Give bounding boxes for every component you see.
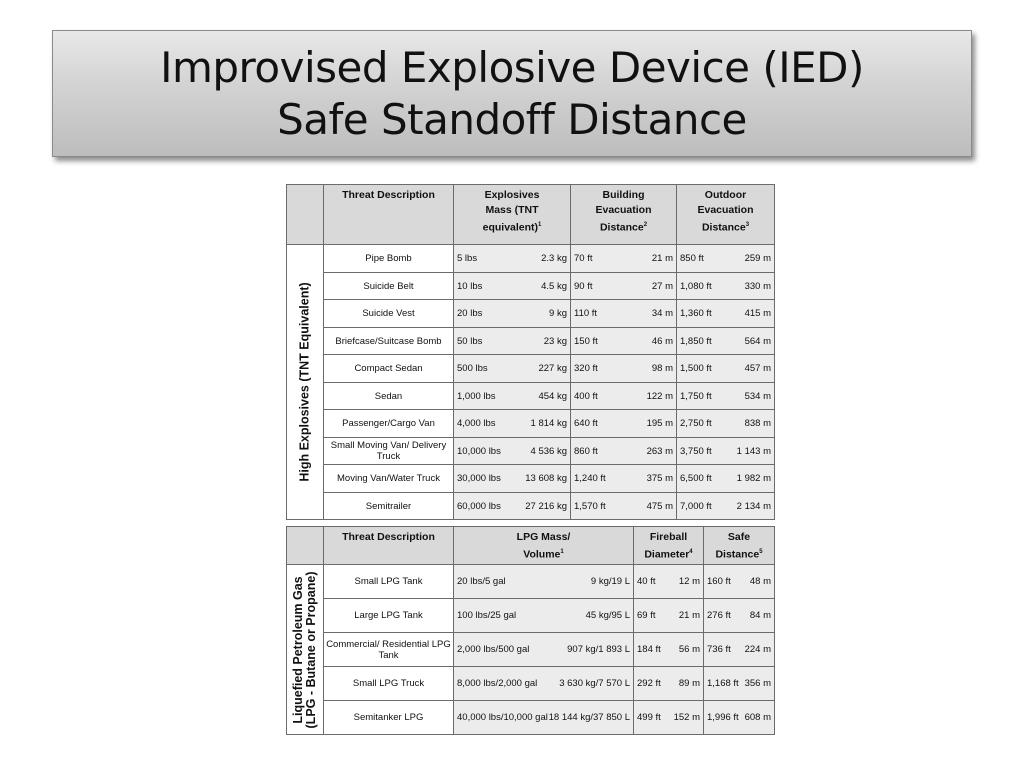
header-line: Outdoor xyxy=(704,189,747,201)
value-metric: 330 m xyxy=(744,280,771,292)
value-cell xyxy=(454,667,634,701)
value-imperial: 1,080 ft xyxy=(680,280,712,292)
value-imperial: 1,500 ft xyxy=(680,363,712,374)
value-pair xyxy=(454,644,633,655)
value-cell xyxy=(454,355,571,383)
value-imperial: 1,240 ft xyxy=(574,473,606,484)
header-line: Distance xyxy=(715,548,760,561)
value-cell xyxy=(677,383,775,410)
value-pair xyxy=(634,678,703,689)
value-pair xyxy=(677,418,774,429)
value-pair xyxy=(454,418,570,429)
value-metric: 2.3 kg xyxy=(541,253,567,264)
value-imperial: 70 ft xyxy=(574,253,593,264)
value-imperial: 2,000 lbs/500 gal xyxy=(457,644,530,655)
value-metric: 356 m xyxy=(744,678,771,689)
column-header-building-evacuation xyxy=(571,185,677,245)
value-imperial: 1,850 ft xyxy=(680,335,712,347)
value-metric: 4 536 kg xyxy=(530,445,567,457)
table-row xyxy=(287,273,775,300)
value-pair xyxy=(454,712,633,723)
value-imperial: 40 ft xyxy=(637,576,656,587)
header-line: Explosives xyxy=(484,189,540,201)
column-header-safe-distance xyxy=(704,527,775,565)
value-pair xyxy=(454,363,570,374)
value-pair xyxy=(454,576,633,587)
value-metric: 9 kg xyxy=(549,308,567,319)
value-cell xyxy=(677,273,775,300)
value-pair xyxy=(704,576,774,587)
value-cell xyxy=(677,438,775,465)
threat-description: Small LPG Truck xyxy=(324,667,454,701)
threat-description: Moving Van/Water Truck xyxy=(324,465,454,493)
threat-description: Suicide Vest xyxy=(324,300,454,328)
value-cell xyxy=(571,273,677,300)
value-imperial: 499 ft xyxy=(637,712,661,723)
value-cell xyxy=(634,633,704,667)
value-metric: 224 m xyxy=(744,644,771,655)
value-imperial: 60,000 lbs xyxy=(457,500,501,512)
threat-description: Commercial/ Residential LPG Tank xyxy=(324,633,454,667)
value-cell xyxy=(454,633,634,667)
threat-description: Compact Sedan xyxy=(324,355,454,383)
value-pair xyxy=(454,610,633,621)
value-metric: 263 m xyxy=(646,445,673,457)
threat-description: Semitanker LPG xyxy=(324,701,454,735)
value-imperial: 150 ft xyxy=(574,335,598,347)
side-label-text: High Explosives (TNT Equivalent) xyxy=(297,282,312,482)
header-line: LPG Mass/ xyxy=(516,531,571,543)
value-pair xyxy=(454,281,570,292)
table-row xyxy=(287,438,775,465)
value-pair xyxy=(677,473,774,484)
value-pair xyxy=(677,501,774,512)
value-metric: 56 m xyxy=(678,644,700,655)
slide-title-box xyxy=(52,30,972,157)
footnote-marker: 5 xyxy=(759,549,763,555)
threat-description: Large LPG Tank xyxy=(324,599,454,633)
value-cell xyxy=(634,701,704,735)
value-metric: 2 134 m xyxy=(736,500,771,512)
column-header-fireball-diameter xyxy=(634,527,704,565)
side-label-line: (LPG - Butane or Propane) xyxy=(304,571,318,728)
value-imperial: 10,000 lbs xyxy=(457,445,501,457)
footnote-marker: 3 xyxy=(745,222,750,228)
value-metric: 1 814 kg xyxy=(530,418,567,429)
value-pair xyxy=(454,501,570,512)
value-cell xyxy=(571,328,677,355)
value-metric: 23 kg xyxy=(543,335,567,347)
table-row xyxy=(287,300,775,328)
table-row xyxy=(287,565,775,599)
value-pair xyxy=(571,253,676,264)
value-metric: 84 m xyxy=(749,610,771,621)
value-imperial: 20 lbs xyxy=(457,308,483,319)
value-pair xyxy=(571,281,676,292)
value-metric: 907 kg/1 893 L xyxy=(567,644,630,655)
value-pair xyxy=(571,418,676,429)
value-pair xyxy=(704,712,774,723)
value-pair xyxy=(454,678,633,689)
value-metric: 564 m xyxy=(744,335,771,347)
value-cell xyxy=(571,245,677,273)
value-imperial: 3,750 ft xyxy=(680,445,712,457)
value-cell xyxy=(704,599,775,633)
value-metric: 195 m xyxy=(646,418,673,429)
value-cell xyxy=(571,493,677,520)
value-cell xyxy=(571,465,677,493)
value-pair xyxy=(571,501,676,512)
table-row xyxy=(287,493,775,520)
value-metric: 457 m xyxy=(744,363,771,374)
value-imperial: 184 ft xyxy=(637,644,661,655)
value-metric: 18 144 kg/37 850 L xyxy=(548,712,630,723)
table-row xyxy=(287,465,775,493)
side-label-line: Liquefied Petroleum Gas xyxy=(291,575,305,724)
column-header-outdoor-evacuation xyxy=(677,185,775,245)
value-cell xyxy=(454,438,571,465)
value-cell xyxy=(454,493,571,520)
value-metric: 415 m xyxy=(744,308,771,319)
header-line: Distance xyxy=(701,221,746,234)
value-pair xyxy=(677,336,774,347)
value-imperial: 10 lbs xyxy=(457,280,483,292)
value-imperial: 400 ft xyxy=(574,390,598,402)
value-imperial: 110 ft xyxy=(574,308,598,319)
value-cell xyxy=(634,667,704,701)
lpg-table xyxy=(286,526,775,735)
high-explosives-table xyxy=(286,184,775,520)
value-cell xyxy=(677,465,775,493)
value-imperial: 640 ft xyxy=(574,418,598,429)
value-metric: 27 216 kg xyxy=(525,500,567,512)
header-line: Safe xyxy=(727,531,751,543)
value-metric: 98 m xyxy=(651,363,673,374)
value-metric: 48 m xyxy=(749,576,771,587)
value-cell xyxy=(454,410,571,438)
table-row xyxy=(287,328,775,355)
table-row xyxy=(287,701,775,735)
value-imperial: 8,000 lbs/2,000 gal xyxy=(457,678,538,689)
value-cell xyxy=(571,355,677,383)
value-metric: 3 630 kg/7 570 L xyxy=(559,678,630,689)
value-pair xyxy=(454,391,570,402)
threat-description: Semitrailer xyxy=(324,493,454,520)
table-corner xyxy=(287,527,324,565)
value-imperial: 90 ft xyxy=(574,280,593,292)
header-line: Mass (TNT xyxy=(485,204,539,216)
value-metric: 1 982 m xyxy=(736,473,771,484)
header-line: Diameter xyxy=(644,548,690,561)
value-pair xyxy=(571,363,676,374)
value-pair xyxy=(704,678,774,689)
slide-title-line-2: Safe Standoff Distance xyxy=(277,94,747,144)
value-imperial: 7,000 ft xyxy=(680,500,712,512)
header-line: Building xyxy=(602,189,645,201)
value-pair xyxy=(571,336,676,347)
value-cell xyxy=(454,701,634,735)
value-imperial: 1,570 ft xyxy=(574,500,606,512)
table-row xyxy=(287,410,775,438)
value-pair xyxy=(454,308,570,319)
value-imperial: 1,000 lbs xyxy=(457,390,496,402)
header-line: Evacuation xyxy=(595,204,652,216)
value-imperial: 160 ft xyxy=(707,576,731,587)
value-cell xyxy=(454,565,634,599)
value-imperial: 276 ft xyxy=(707,610,731,621)
value-pair xyxy=(454,253,570,264)
value-metric: 227 kg xyxy=(538,363,567,374)
table-row xyxy=(287,245,775,273)
value-cell xyxy=(704,565,775,599)
header-line: Fireball xyxy=(649,531,688,543)
value-cell xyxy=(454,599,634,633)
threat-description: Small LPG Tank xyxy=(324,565,454,599)
value-cell xyxy=(571,383,677,410)
table-row xyxy=(287,633,775,667)
header-line: Distance xyxy=(599,221,644,234)
value-pair xyxy=(677,253,774,264)
value-imperial: 1,168 ft xyxy=(707,678,739,689)
value-metric: 4.5 kg xyxy=(541,280,567,292)
value-metric: 45 kg/95 L xyxy=(585,610,630,621)
value-cell xyxy=(454,300,571,328)
value-metric: 454 kg xyxy=(538,390,567,402)
value-metric: 838 m xyxy=(744,418,771,429)
value-cell xyxy=(454,465,571,493)
value-imperial: 1,360 ft xyxy=(680,308,712,319)
value-imperial: 20 lbs/5 gal xyxy=(457,576,506,587)
value-imperial: 1,750 ft xyxy=(680,390,712,402)
value-imperial: 320 ft xyxy=(574,363,598,374)
value-cell xyxy=(677,493,775,520)
value-metric: 259 m xyxy=(744,253,771,264)
value-pair xyxy=(677,281,774,292)
table-row xyxy=(287,599,775,633)
value-pair xyxy=(571,391,676,402)
value-metric: 13 608 kg xyxy=(525,473,567,484)
value-imperial: 30,000 lbs xyxy=(457,473,501,484)
value-cell xyxy=(677,328,775,355)
value-imperial: 292 ft xyxy=(637,678,661,689)
value-pair xyxy=(571,446,676,457)
row-group-label xyxy=(287,565,324,735)
value-pair xyxy=(677,391,774,402)
value-metric: 9 kg/19 L xyxy=(590,576,630,587)
value-imperial: 100 lbs/25 gal xyxy=(457,610,517,621)
value-cell xyxy=(571,438,677,465)
value-pair xyxy=(454,336,570,347)
threat-description: Pipe Bomb xyxy=(324,245,454,273)
value-imperial: 2,750 ft xyxy=(680,418,712,429)
value-imperial: 500 lbs xyxy=(457,363,488,374)
slide-title-line-1: Improvised Explosive Device (IED) xyxy=(160,42,864,92)
value-pair xyxy=(677,363,774,374)
value-pair xyxy=(634,610,703,621)
side-label-text xyxy=(292,571,318,728)
value-cell xyxy=(677,410,775,438)
value-pair xyxy=(677,308,774,319)
value-pair xyxy=(677,446,774,457)
value-metric: 608 m xyxy=(744,712,771,723)
value-cell xyxy=(704,667,775,701)
value-metric: 12 m xyxy=(678,576,700,587)
footnote-marker: 1 xyxy=(560,549,564,555)
value-cell xyxy=(704,633,775,667)
value-metric: 475 m xyxy=(646,500,673,512)
threat-description: Suicide Belt xyxy=(324,273,454,300)
value-cell xyxy=(454,245,571,273)
value-pair xyxy=(454,446,570,457)
value-cell xyxy=(634,599,704,633)
threat-description: Briefcase/Suitcase Bomb xyxy=(324,328,454,355)
value-cell xyxy=(454,328,571,355)
value-metric: 375 m xyxy=(646,473,673,484)
value-cell xyxy=(454,273,571,300)
value-imperial: 4,000 lbs xyxy=(457,418,496,429)
value-metric: 122 m xyxy=(646,390,673,402)
value-imperial: 69 ft xyxy=(637,610,656,621)
value-metric: 89 m xyxy=(678,678,700,689)
header-line: equivalent) xyxy=(482,221,539,234)
value-cell xyxy=(634,565,704,599)
value-imperial: 860 ft xyxy=(574,445,598,457)
value-pair xyxy=(634,712,703,723)
value-cell xyxy=(571,300,677,328)
column-header-threat: Threat Description xyxy=(324,527,454,565)
value-metric: 21 m xyxy=(678,610,700,621)
value-cell xyxy=(677,300,775,328)
table-row xyxy=(287,355,775,383)
value-metric: 27 m xyxy=(651,280,673,292)
value-imperial: 1,996 ft xyxy=(707,712,739,723)
value-imperial: 6,500 ft xyxy=(680,473,712,484)
footnote-marker: 2 xyxy=(643,222,648,228)
header-line: Volume xyxy=(523,548,561,561)
threat-description: Sedan xyxy=(324,383,454,410)
value-metric: 152 m xyxy=(673,712,700,723)
value-pair xyxy=(634,644,703,655)
table-row xyxy=(287,667,775,701)
value-cell xyxy=(677,245,775,273)
value-pair xyxy=(634,576,703,587)
value-cell xyxy=(571,410,677,438)
column-header-explosives-mass xyxy=(454,185,571,245)
footnote-marker: 4 xyxy=(689,549,693,555)
footnote-marker: 1 xyxy=(538,222,542,228)
value-imperial: 5 lbs xyxy=(457,253,478,264)
value-cell xyxy=(704,701,775,735)
column-header-lpg-mass xyxy=(454,527,634,565)
value-metric: 534 m xyxy=(744,390,771,402)
value-pair xyxy=(704,610,774,621)
value-cell xyxy=(677,355,775,383)
value-metric: 21 m xyxy=(651,253,673,264)
value-metric: 34 m xyxy=(651,308,673,319)
value-metric: 46 m xyxy=(651,335,673,347)
threat-description: Passenger/Cargo Van xyxy=(324,410,454,438)
row-group-label xyxy=(287,245,324,520)
value-pair xyxy=(571,473,676,484)
value-cell xyxy=(454,383,571,410)
header-line: Evacuation xyxy=(697,204,754,216)
value-imperial: 736 ft xyxy=(707,644,731,655)
value-imperial: 50 lbs xyxy=(457,335,483,347)
column-header-threat: Threat Description xyxy=(324,185,454,245)
value-metric: 1 143 m xyxy=(736,445,771,457)
value-pair xyxy=(571,308,676,319)
value-pair xyxy=(454,473,570,484)
table-corner xyxy=(287,185,324,245)
value-imperial: 40,000 lbs/10,000 gal xyxy=(457,712,548,723)
value-imperial: 850 ft xyxy=(680,253,704,264)
table-row xyxy=(287,383,775,410)
value-pair xyxy=(704,644,774,655)
threat-description: Small Moving Van/ Delivery Truck xyxy=(324,438,454,465)
